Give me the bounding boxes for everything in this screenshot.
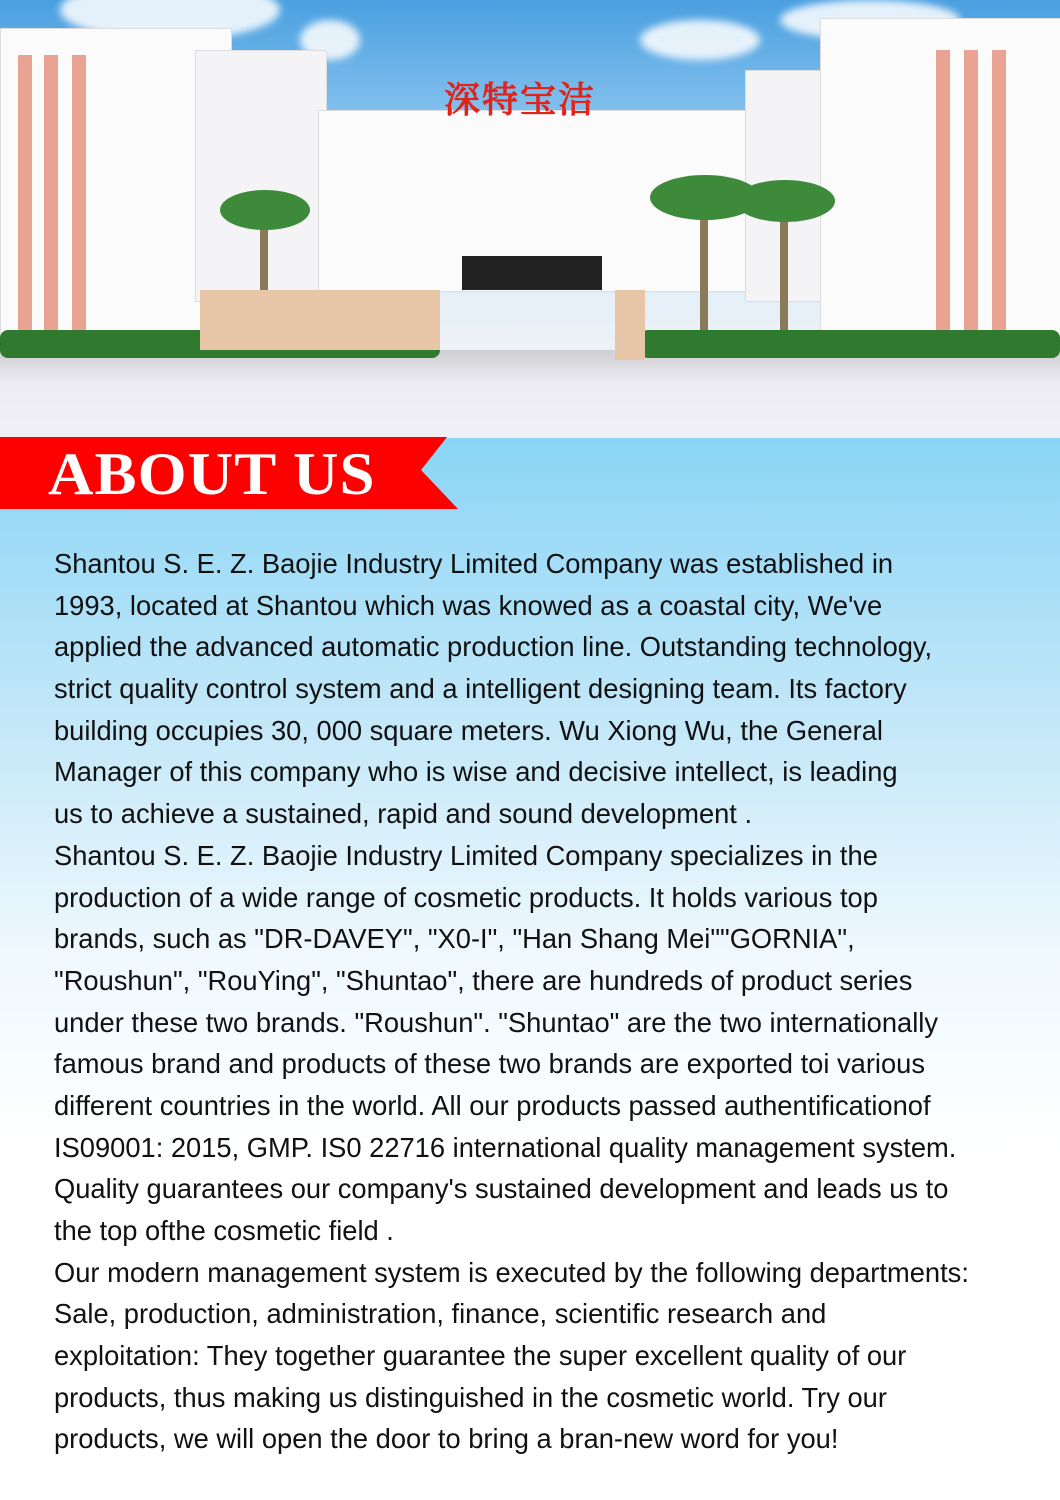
factory-gate bbox=[462, 256, 602, 290]
text-line: under these two brands. "Roushun". "Shuntao" are the two internationally bbox=[54, 1006, 938, 1038]
text-line: Shantou S. E. Z. Baojie Industry Limited Company specializes in the bbox=[54, 839, 878, 871]
text-line: Shantou S. E. Z. Baojie Industry Limited Company was established in bbox=[54, 548, 894, 579]
text-line: brands, such as "DR-DAVEY", "X0-I", "Han Shang Mei""GORNIA", bbox=[54, 923, 855, 955]
factory-photo bbox=[0, 0, 1060, 438]
text-line: strict quality control system and a intelligent designing team. Its factory bbox=[54, 673, 907, 705]
company-sign: 深特宝洁 bbox=[444, 80, 597, 121]
text-line: different countries in the world. All our products passed authentificationof bbox=[54, 1089, 931, 1121]
section-title: ABOUT US bbox=[48, 441, 376, 507]
text-line: famous brand and products of these two brands are exported toi various bbox=[54, 1048, 925, 1080]
text-line: exploitation: They together guarantee the super excellent quality of our bbox=[54, 1340, 907, 1372]
text-line: the top ofthe cosmetic field . bbox=[54, 1215, 394, 1246]
text-line: products, we will open the door to bring a bran-new word for you! bbox=[54, 1423, 839, 1455]
text-line: IS09001: 2015, GMP. IS0 22716 international quality management system. bbox=[54, 1131, 957, 1163]
text-line: production of a wide range of cosmetic products. It holds various top bbox=[54, 881, 878, 913]
text-line: building occupies 30, 000 square meters. Wu Xiong Wu, the General bbox=[54, 714, 883, 746]
text-line: us to achieve a sustained, rapid and sound development . bbox=[54, 798, 753, 830]
text-line: Manager of this company who is wise and decisive intellect, is leading bbox=[54, 756, 898, 788]
text-line: Quality guarantees our company's sustained development and leads us to bbox=[54, 1173, 949, 1205]
text-line: Sale, production, administration, finance, scientific research and bbox=[54, 1298, 827, 1330]
text-line: "Roushun", "RouYing", "Shuntao", there are hundreds of product series bbox=[54, 964, 913, 996]
text-line: applied the advanced automatic production line. Outstanding technology, bbox=[54, 631, 933, 663]
text-line: 1993, located at Shantou which was knowed as a coastal city, We've bbox=[54, 589, 883, 621]
text-line: products, thus making us distinguished in the cosmetic world. Try our bbox=[54, 1381, 887, 1413]
about-us-text bbox=[54, 543, 969, 1460]
text-line: Our modern management system is executed by the following departments: bbox=[54, 1256, 969, 1288]
